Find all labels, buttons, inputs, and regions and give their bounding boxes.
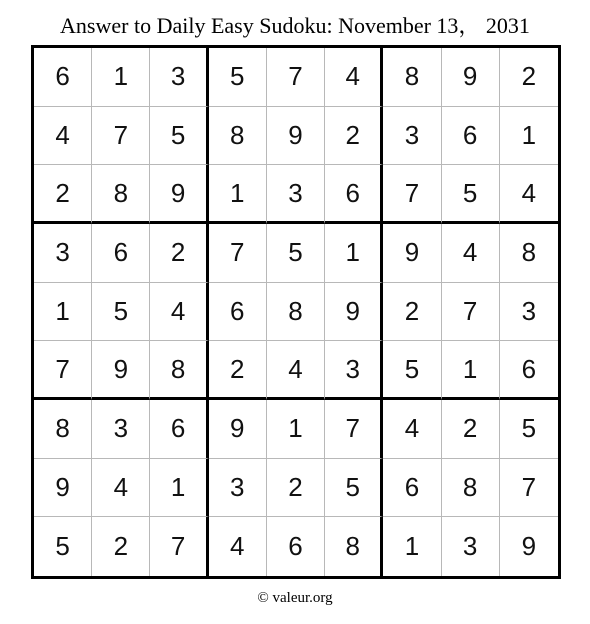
sudoku-cell: 6 — [34, 48, 92, 107]
sudoku-cell: 5 — [325, 459, 383, 518]
sudoku-cell: 1 — [92, 48, 150, 107]
sudoku-cell: 1 — [267, 400, 325, 459]
sudoku-cell: 5 — [267, 224, 325, 283]
page-title: Answer to Daily Easy Sudoku: November 13， 2031 — [60, 13, 530, 38]
sudoku-cell: 2 — [500, 48, 558, 107]
sudoku-cell: 3 — [150, 48, 208, 107]
sudoku-cell: 8 — [383, 48, 441, 107]
sudoku-cell: 9 — [325, 283, 383, 342]
sudoku-cell: 5 — [209, 48, 267, 107]
sudoku-cell: 4 — [150, 283, 208, 342]
sudoku-cell: 4 — [325, 48, 383, 107]
sudoku-cell: 2 — [442, 400, 500, 459]
sudoku-cell: 6 — [150, 400, 208, 459]
sudoku-cell: 9 — [521, 531, 537, 562]
sudoku-cell: 4 — [92, 459, 150, 518]
sudoku-cell: 7 — [325, 400, 383, 459]
sudoku-cell: 6 — [383, 459, 441, 518]
sudoku-cell: 9 — [34, 459, 92, 518]
sudoku-board — [31, 45, 561, 579]
sudoku-cell: 7 — [92, 107, 150, 166]
sudoku-cell: 9 — [442, 48, 500, 107]
sudoku-cell: 3 — [500, 283, 558, 342]
sudoku-cell: 6 — [325, 165, 383, 224]
sudoku-cell: 5 — [150, 107, 208, 166]
sudoku-cell: 6 — [442, 107, 500, 166]
sudoku-cell: 7 — [500, 459, 558, 518]
sudoku-cell: 2 — [325, 107, 383, 166]
sudoku-cell: 4 — [34, 107, 92, 166]
sudoku-cell: 8 — [34, 400, 92, 459]
sudoku-cell: 2 — [34, 165, 92, 224]
sudoku-cell: 3 — [92, 400, 150, 459]
sudoku-cell: 2 — [383, 283, 441, 342]
sudoku-cell: 6 — [267, 517, 325, 576]
sudoku-cell: 3 — [325, 341, 383, 400]
sudoku-cell: 1 — [442, 341, 500, 400]
sudoku-cell: 8 — [267, 283, 325, 342]
sudoku-cell: 5 — [34, 517, 92, 576]
copyright-footer: © valeur.org — [257, 590, 333, 606]
sudoku-cell: 3 — [267, 165, 325, 224]
sudoku-cell: 9 — [267, 107, 325, 166]
sudoku-cell: 5 — [92, 283, 150, 342]
sudoku-cell: 4 — [500, 165, 558, 224]
sudoku-cell: 8 — [150, 341, 208, 400]
sudoku-cell: 1 — [34, 283, 92, 342]
sudoku-cell: 3 — [383, 107, 441, 166]
sudoku-cell: 1 — [383, 517, 441, 576]
sudoku-cell: 1 — [325, 224, 383, 283]
sudoku-cell: 9 — [150, 165, 208, 224]
sudoku-cell: 2 — [92, 517, 150, 576]
sudoku-cell: 8 — [442, 459, 500, 518]
sudoku-cell: 9 — [209, 400, 267, 459]
sudoku-cell: 9 — [383, 224, 441, 283]
sudoku-cell: 4 — [267, 341, 325, 400]
sudoku-cell: 3 — [442, 517, 500, 576]
sudoku-cell: 9 — [92, 341, 150, 400]
sudoku-cell: 1 — [500, 107, 558, 166]
sudoku-cell: 3 — [34, 224, 92, 283]
sudoku-cell: 7 — [383, 165, 441, 224]
sudoku-cell: 4 — [442, 224, 500, 283]
sudoku-cell: 4 — [209, 517, 267, 576]
sudoku-cell: 7 — [209, 224, 267, 283]
sudoku-cell: 8 — [500, 224, 558, 283]
sudoku-cell: 4 — [383, 400, 441, 459]
sudoku-cell: 3 — [209, 459, 267, 518]
sudoku-cell: 5 — [383, 341, 441, 400]
sudoku-cell: 6 — [500, 341, 558, 400]
sudoku-cell: 7 — [267, 48, 325, 107]
sudoku-cell: 5 — [442, 165, 500, 224]
sudoku-cell: 1 — [209, 165, 267, 224]
sudoku-cell: 8 — [92, 165, 150, 224]
sudoku-cell: 2 — [209, 341, 267, 400]
sudoku-cell: 8 — [325, 517, 383, 576]
sudoku-cell: 2 — [267, 459, 325, 518]
sudoku-cell: 7 — [442, 283, 500, 342]
sudoku-cell: 8 — [209, 107, 267, 166]
sudoku-cell: 6 — [209, 283, 267, 342]
sudoku-cell: 7 — [150, 517, 208, 576]
sudoku-cell: 5 — [500, 400, 558, 459]
sudoku-cell: 1 — [150, 459, 208, 518]
sudoku-cell: 2 — [150, 224, 208, 283]
sudoku-cell: 6 — [92, 224, 150, 283]
sudoku-cell: 7 — [34, 341, 92, 400]
